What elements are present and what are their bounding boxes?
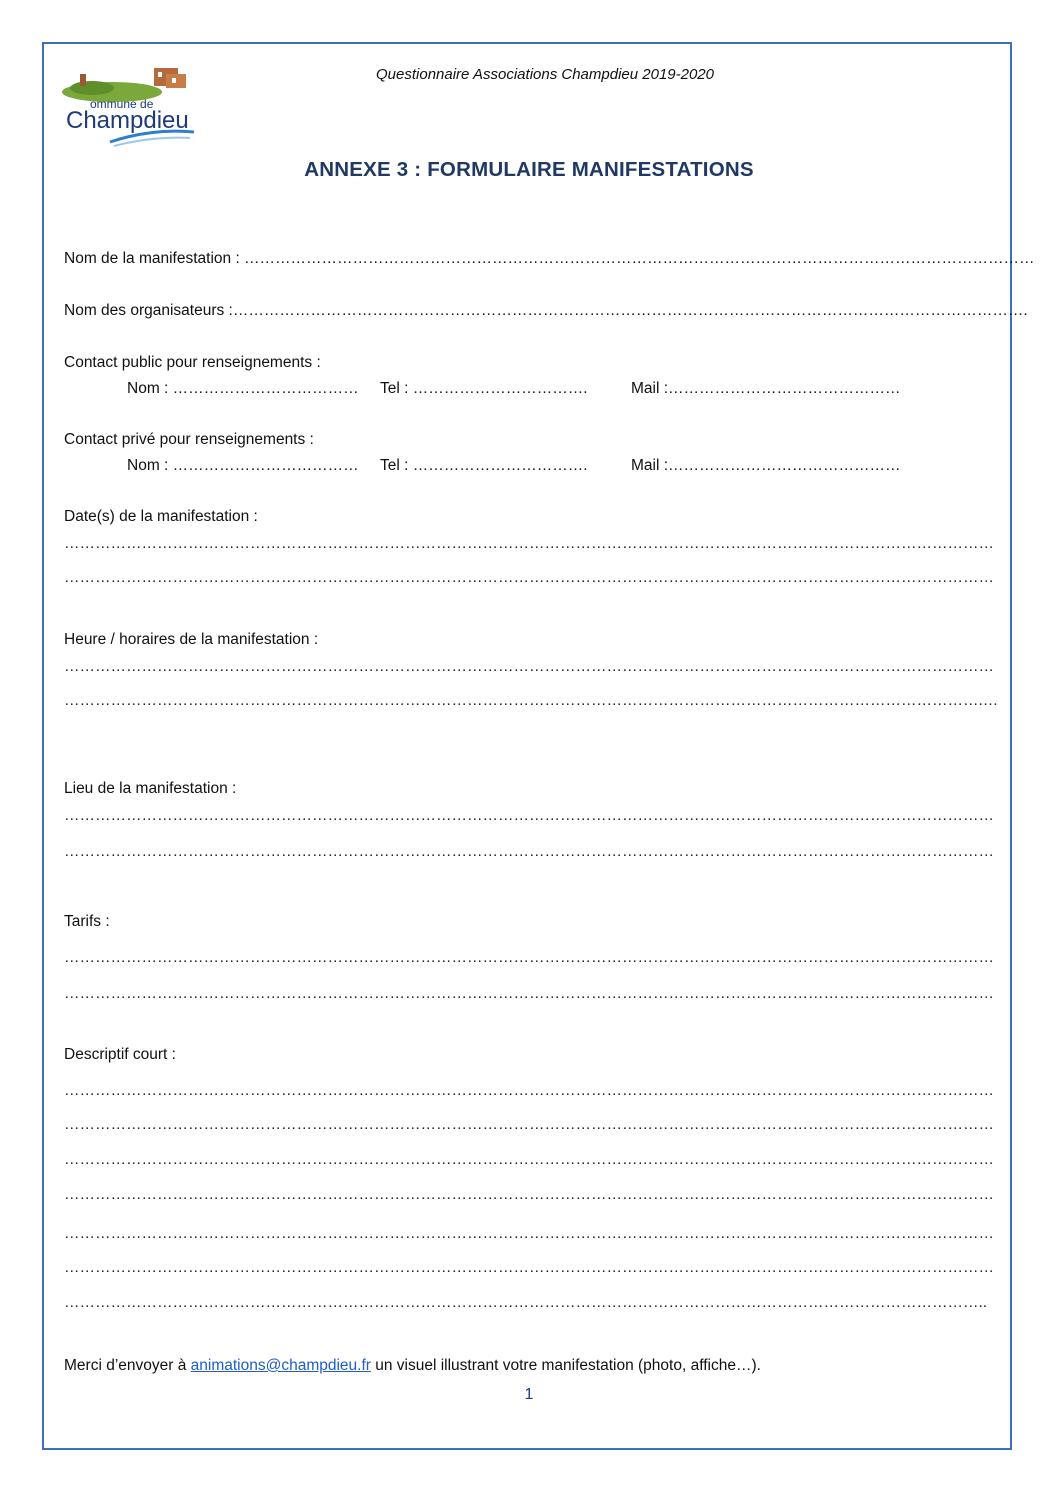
footer-text-after: un visuel illustrant votre manifestation (photo, affiche…). <box>370 1357 761 1374</box>
tarifs-line-1[interactable]: ……………………………………………………………………………………………………………………………………………………………… <box>64 949 994 966</box>
lieu-label: Lieu de la manifestation : <box>64 780 237 797</box>
contact-public-tel[interactable]: Tel : ……………………………. <box>380 380 588 397</box>
dates-line-2[interactable]: ……………………………………………………………………………………………………………………………………………………………… <box>64 569 994 586</box>
footer-text-before: Merci d’envoyer à <box>64 1357 191 1374</box>
tarifs-label: Tarifs : <box>64 913 110 930</box>
contact-public-label: Contact public pour renseignements : <box>64 354 321 371</box>
lieu-line-2[interactable]: ……………………………………………………………………………………………………………………………………………………………… <box>64 843 994 860</box>
lieu-line-1[interactable]: ……………………………………………………………………………………………………………………………………………………………… <box>64 807 994 824</box>
field-nom-organisateurs[interactable]: Nom des organisateurs :………………………………………………………………………………………………………………………………………. <box>64 302 1028 319</box>
descriptif-line-1[interactable]: ……………………………………………………………………………………………………………………………………………………………… <box>64 1082 994 1099</box>
dates-label: Date(s) de la manifestation : <box>64 508 258 525</box>
document-header: Questionnaire Associations Champdieu 2019-2020 <box>376 66 714 83</box>
page-title: ANNEXE 3 : FORMULAIRE MANIFESTATIONS <box>304 158 754 181</box>
contact-prive-tel[interactable]: Tel : ……………………………. <box>380 457 588 474</box>
dates-line-1[interactable]: ……………………………………………………………………………………………………………………………………………………………… <box>64 535 994 552</box>
descriptif-line-4[interactable]: ……………………………………………………………………………………………………………………………………………………………… <box>64 1186 994 1203</box>
horaires-line-1[interactable]: ……………………………………………………………………………………………………………………………………………………………… <box>64 658 994 675</box>
field-nom-manifestation[interactable]: Nom de la manifestation : ……………………………………………………………………………………………………………………………………… <box>64 250 1035 267</box>
contact-public-mail[interactable]: Mail :……………………………………… <box>631 380 901 397</box>
descriptif-line-5[interactable]: ……………………………………………………………………………………………………………………………………………………………… <box>64 1225 994 1242</box>
footer-note <box>64 1357 761 1375</box>
svg-text:Champdieu: Champdieu <box>66 107 189 134</box>
contact-email-link[interactable]: animations@champdieu.fr <box>190 1357 371 1374</box>
horaires-label: Heure / horaires de la manifestation : <box>64 631 319 648</box>
descriptif-line-2[interactable]: ……………………………………………………………………………………………………………………………………………………………… <box>64 1116 994 1133</box>
horaires-line-2[interactable]: …………………………………………………………………………………………………………………………………………………………….… <box>64 692 999 709</box>
svg-text:ommune de: ommune de <box>90 97 154 111</box>
contact-public-nom[interactable]: Nom : ……………………………… <box>127 380 359 397</box>
page-number: 1 <box>524 1386 534 1403</box>
descriptif-label: Descriptif court : <box>64 1046 176 1063</box>
contact-prive-nom[interactable]: Nom : ……………………………… <box>127 457 359 474</box>
descriptif-line-7[interactable]: …………………………………………………………………………………………………………………………………………………………….. <box>64 1294 988 1311</box>
contact-prive-mail[interactable]: Mail :……………………………………… <box>631 457 901 474</box>
descriptif-line-3[interactable]: ……………………………………………………………………………………………………………………………………………………………… <box>64 1151 994 1168</box>
contact-prive-label: Contact privé pour renseignements : <box>64 431 314 448</box>
descriptif-line-6[interactable]: ……………………………………………………………………………………………………………………………………………………………… <box>64 1259 994 1276</box>
tarifs-line-2[interactable]: ……………………………………………………………………………………………………………………………………………………………… <box>64 985 994 1002</box>
